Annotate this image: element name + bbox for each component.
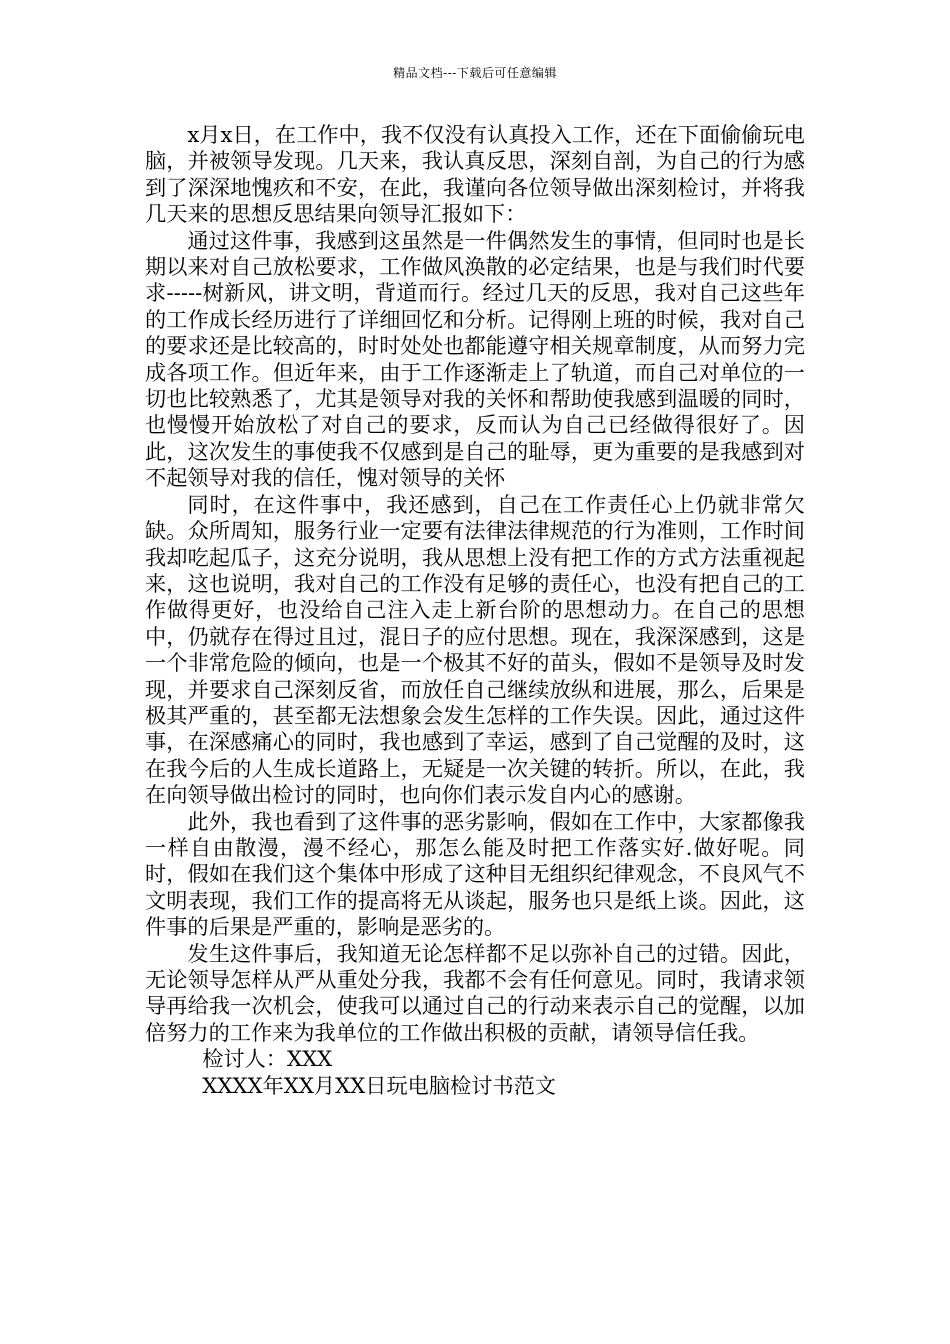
- date-line: XXXX年XX月XX日玩电脑检讨书范文: [202, 1072, 556, 1098]
- paragraph-responsibility: 同时，在这件事中，我还感到，自己在工作责任心上仍就非常欠缺。众所周知，服务行业一定要有法律法律规范的行为准则，工作时间我却吃起瓜子，这充分说明，我从思想上没有把工作的方式方法重视起来，这也说明，我对自己的工作没有足够的责任心，也没有把自己的工作做得更好，也没给自己注入走上新台阶的思想动力。在自己的思想中，仍就存在得过且过，混日子的应付思想。现在，我深深感到，这是一个非常危险的倾向，也是一个极其不好的苗头，假如不是领导及时发现，并要求自己深刻反省，而放任自己继续放纵和进展，那么，后果是极其严重的，甚至都无法想象会发生怎样的工作失误。因此，通过这件事，在深感痛心的同时，我也感到了幸运，感到了自己觉醒的及时，这在我今后的人生成长道路上，无疑是一次关键的转折。所以，在此，我在向领导做出检讨的同时，也向你们表示发自内心的感谢。: [145, 491, 805, 808]
- paragraph-intro: x月x日，在工作中，我不仅没有认真投入工作，还在下面偷偷玩电脑，并被领导发现。几天来，我认真反思，深刻自剖，为自己的行为感到了深深地愧疚和不安，在此，我谨向各位领导做出深刻检讨，并将我几天来的思想反思结果向领导汇报如下：: [145, 122, 805, 227]
- paragraph-impact: 此外，我也看到了这件事的恶劣影响，假如在工作中，大家都像我一样自由散漫，漫不经心，那怎么能及时把工作落实好.做好呢。同时，假如在我们这个集体中形成了这种目无组织纪律观念，不良风气不文明表现，我们工作的提高将无从谈起，服务也只是纸上谈。因此，这件事的后果是严重的，影响是恶劣的。: [145, 808, 805, 940]
- paragraph-conclusion: 发生这件事后，我知道无论怎样都不足以弥补自己的过错。因此，无论领导怎样从严从重处分我，我都不会有任何意见。同时，我请求领导再给我一次机会，使我可以通过自己的行动来表示自己的觉醒，以加倍努力的工作来为我单位的工作做出积极的贡献，请领导信任我。: [145, 940, 805, 1045]
- document-body: [145, 122, 805, 1099]
- page-header: 精品文档---下载后可任意编辑: [393, 66, 557, 80]
- paragraph-reflection: 通过这件事，我感到这虽然是一件偶然发生的事情，但同时也是长期以来对自己放松要求，工作做风涣散的必定结果，也是与我们时代要求-----树新风，讲文明，背道而行。经过几天的反思，我对自己这些年的工作成长经历进行了详细回忆和分析。记得刚上班的时候，我对自己的要求还是比较高的，时时处处也都能遵守相关规章制度，从而努力完成各项工作。但近年来，由于工作逐渐走上了轨道，而自己对单位的一切也比较熟悉了，尤其是领导对我的关怀和帮助使我感到温暖的同时，也慢慢开始放松了对自己的要求，反而认为自己已经做得很好了。因此，这次发生的事使我不仅感到是自己的耻辱，更为重要的是我感到对不起领导对我的信任，愧对领导的关怀: [145, 227, 805, 491]
- signature: 检讨人：XXX: [202, 1046, 333, 1072]
